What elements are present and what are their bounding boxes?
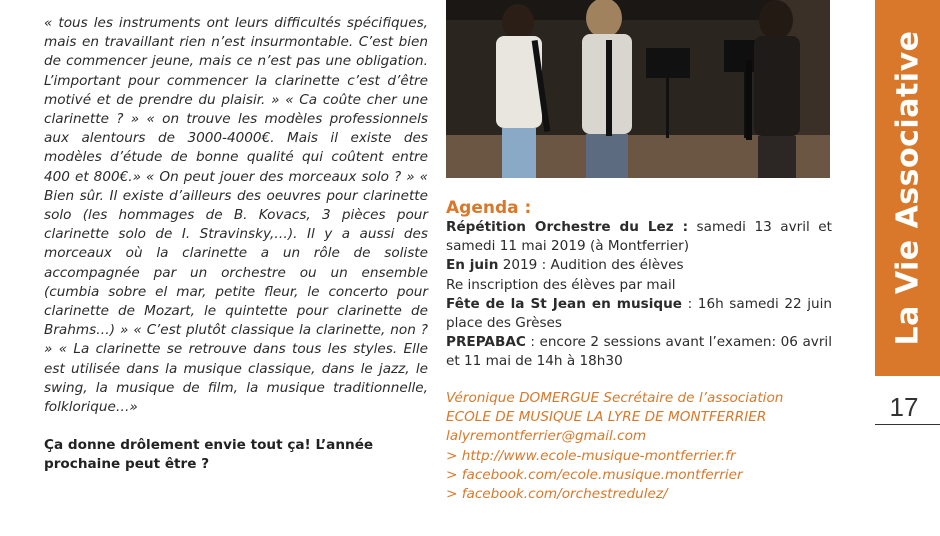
agenda-item <box>446 218 832 256</box>
agenda-section <box>446 198 832 372</box>
section-tab <box>875 0 940 376</box>
agenda-item-label: PREPABAC <box>446 334 526 351</box>
facebook-school-link[interactable]: > facebook.com/ecole.musique.montferrier <box>446 466 743 483</box>
agenda-item-text: Re inscription des élèves par mail <box>446 276 676 293</box>
agenda-item-label: Répétition Orchestre du Lez : <box>446 219 689 235</box>
school-name: ECOLE DE MUSIQUE LA LYRE DE MONTFERRIER <box>446 409 767 426</box>
agenda-item-text: 2019 : Audition des élèves <box>498 257 684 274</box>
agenda-item-label: Fête de la St Jean en musique <box>446 295 683 312</box>
website-link[interactable]: > http://www.ecole-musique-montferrier.fr <box>446 447 736 464</box>
page-number-rule <box>875 424 940 425</box>
agenda-item <box>446 333 832 371</box>
agenda-item-text: : encore 2 sessions avant l’examen: 06 avril et 11 mai de 14h à 18h30 <box>446 334 832 370</box>
page-number: 17 <box>889 392 919 422</box>
agenda-title: Agenda : <box>446 198 532 218</box>
agenda-item <box>446 295 832 333</box>
facebook-orchestra-link[interactable]: > facebook.com/orchestredulez/ <box>446 486 668 503</box>
agenda-item-text: : 16h samedi 22 juin place des Grèses <box>446 295 832 332</box>
article-conclusion: Ça donne drôlement envie tout ça! L’année prochaine peut être ? <box>44 437 374 473</box>
agenda-item <box>446 276 832 295</box>
section-title: La Vie Associative <box>890 30 925 346</box>
contact-block <box>446 389 832 504</box>
agenda-item-text: samedi 13 avril et samedi 11 mai 2019 (à Montferrier) <box>446 219 832 255</box>
email-link[interactable]: lalyremontferrier@gmail.com <box>446 428 647 445</box>
agenda-item <box>446 256 832 275</box>
clarinet-players-photo-icon <box>446 0 830 178</box>
interview-quote: « tous les instruments ont leurs difficultés spécifiques, mais en travaillant rien n’est insurmontable. C’est bien de commencer jeune, mais ce n’est pas une obligation. L’important pour commencer la clarinette c’est d’être motivé et de prendre du plaisir. » « Ca coûte cher une clarinette ? » « on trouve les modèles professionnels aux alentours de 3000-4000€. Mais il existe des modèles d’étude de bonne qualité qui coûtent entre 400 et 800€.» « On peut jouer des morceaux solo ? » « Bien sûr. Il existe d’ailleurs des oeuvres pour clarinette solo (les hommages de B. Kovacs, 3 pièces pour clarinette solo de I. Stravinsky,…). Il y a aussi des morceaux où la clarinette a un rôle de soliste accompagnée par un orchestre ou un ensemble (cumbia sobre el mar, petite fleur, le concerto pour clarinette de Mozart, le quintette pour clarinette de Brahms…) » « C’est plutôt classique la clarinette, non ? » « La clarinette se retrouve dans tous les styles. Elle est utilisée dans la musique classique, dans le jazz, le swing, la musique de film, la musique traditionnelle, folklorique…» <box>44 15 428 416</box>
author-signature: Véronique DOMERGUE Secrétaire de l’association <box>446 390 784 406</box>
photo-illustration <box>446 0 830 178</box>
article-column <box>44 14 428 475</box>
agenda-item-label: En juin <box>446 257 499 274</box>
